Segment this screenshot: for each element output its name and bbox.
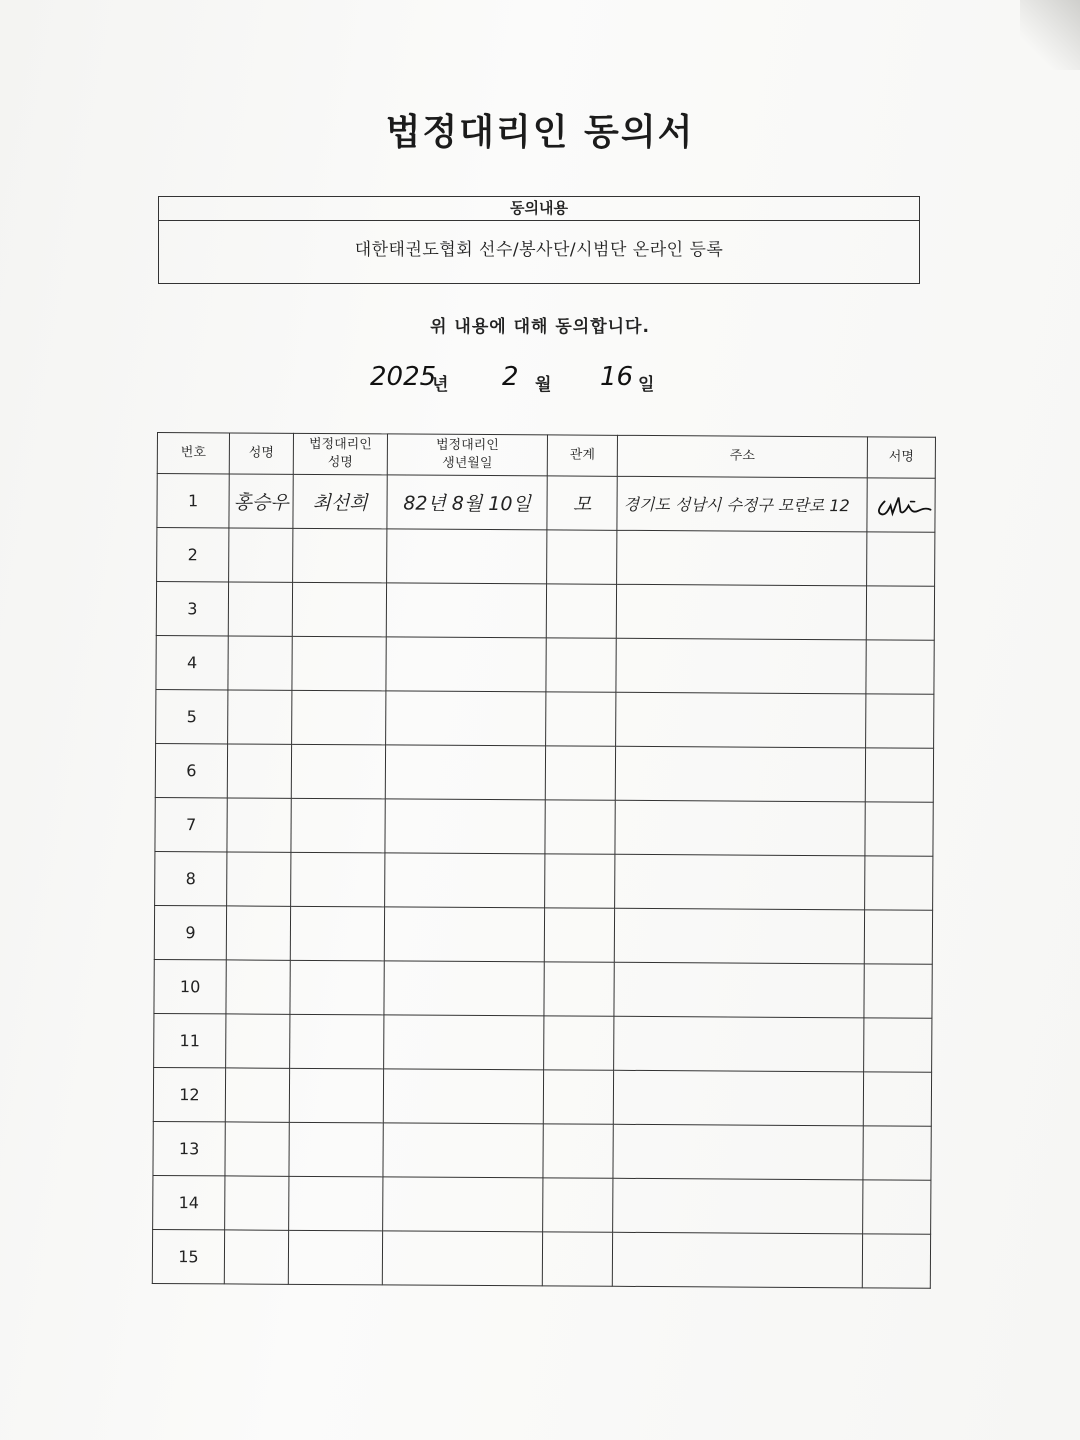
row-signature: [867, 478, 935, 532]
header-guardian-birth: 법정대리인 생년월일: [387, 434, 547, 476]
table-row: [156, 635, 934, 694]
row-name: 홍승우: [229, 474, 293, 528]
date-year-unit: 년: [432, 375, 449, 395]
table-row: [153, 1175, 931, 1234]
row-number: 8: [155, 851, 227, 905]
table-row: [156, 689, 934, 748]
row-number: 13: [153, 1121, 225, 1175]
header-signature: 서명: [867, 437, 935, 478]
row-number: 4: [156, 635, 228, 689]
table-row: [152, 1229, 930, 1288]
table-row: [153, 1067, 931, 1126]
consent-header: 동의내용: [159, 197, 919, 221]
date-month-unit: 월: [535, 375, 552, 395]
table-row: [155, 797, 933, 856]
table-header-row: [157, 433, 935, 479]
date-day-unit: 일: [638, 375, 655, 395]
table-row: [156, 582, 934, 641]
table-row: [155, 851, 933, 910]
row-relation: 모: [547, 476, 617, 530]
table-row: [154, 1013, 932, 1072]
header-guardian-name: 법정대리인 성명: [293, 433, 387, 475]
table-row: [157, 528, 935, 587]
consent-text: 대한태권도협회 선수/봉사단/시범단 온라인 등록: [354, 240, 724, 260]
row-number: 9: [154, 905, 226, 959]
row-number: 14: [153, 1175, 225, 1229]
table-row: [154, 959, 932, 1018]
header-relation: 관계: [547, 435, 617, 476]
row-number: 2: [157, 528, 229, 582]
row-number: 1: [157, 474, 229, 528]
date-year: 2025: [370, 362, 437, 392]
table-row: [154, 905, 932, 964]
consent-box: [158, 196, 920, 284]
header-name: 성명: [229, 433, 293, 474]
date-day: 16: [600, 362, 634, 392]
date-line: [370, 362, 690, 402]
row-guardian-birth: 82년 8월 10일: [387, 475, 547, 530]
row-number: 7: [155, 797, 227, 851]
header-no: 번호: [157, 433, 229, 474]
row-address: 경기도 성남시 수정구 모란로 12: [617, 476, 867, 532]
row-number: 10: [154, 959, 226, 1013]
row-number: 12: [153, 1067, 225, 1121]
paper-corner-shadow: [1020, 0, 1080, 70]
table-row: [153, 1121, 931, 1180]
table-row: [157, 474, 935, 533]
row-number: 15: [152, 1229, 224, 1283]
row-number: 5: [156, 689, 228, 743]
document-title: 법정대리인 동의서: [385, 112, 695, 153]
registration-table: [152, 432, 936, 1289]
handwritten-signature-icon: [870, 487, 932, 523]
header-address: 주소: [617, 435, 867, 478]
row-number: 11: [154, 1013, 226, 1067]
date-month: 2: [502, 362, 519, 392]
row-number: 6: [155, 743, 227, 797]
agreement-statement: 위 내용에 대해 동의합니다.: [430, 317, 650, 337]
table-row: [155, 743, 933, 802]
row-number: 3: [156, 582, 228, 636]
row-guardian-name: 최선희: [293, 474, 387, 529]
